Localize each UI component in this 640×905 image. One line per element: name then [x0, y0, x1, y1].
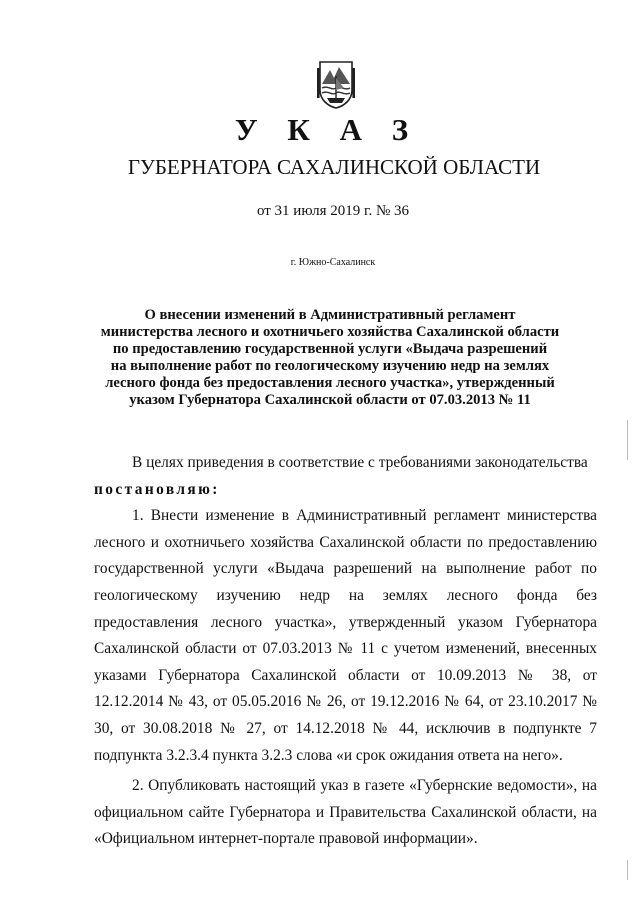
- heading-line: О внесении изменений в Административный регламент: [144, 307, 516, 323]
- heading-line: на выполнение работ по геологическому изучению недр на землях: [110, 358, 550, 374]
- document-title: У К А З: [234, 112, 420, 147]
- document-subtitle: ГУБЕРНАТОРА САХАЛИНСКОЙ ОБЛАСТИ: [127, 155, 541, 179]
- heading-line: лесного фонда без предоставления лесного участка», утвержденный: [105, 375, 555, 391]
- document-heading: [90, 307, 570, 409]
- scan-edge-mark: [627, 860, 628, 880]
- item-1-paragraph: 1. Внести изменение в Административный регламент министерства лесного и охотничьего хозяйства Сахалинской области по предоставлению государственной услуги «Выдача разрешений на выполнение работ по геологическому изучению недр на землях лесного фонда без предоставления лесного участка», утвержденный указом Губернатора Сахалинской области от 07.03.2013 № 11 с учетом изменений, внесенных указами Губернатора Сахалинской области от 10.09.2013 № 38, от 12.12.2014 № 43, от 05.05.2016 № 26, от 19.12.2016 № 64, от 23.10.2017 № 30, от 30.08.2018 № 27, от 14.12.2018 № 44, исключив в подпункте 7 подпункта 3.2.3.4 пункта 3.2.3 слова «и срок ожидания ответа на него».: [94, 507, 597, 764]
- document-body: [94, 450, 597, 853]
- item-2-paragraph: 2. Опубликовать настоящий указ в газете «Губернские ведомости», на официальном сайте Губернатора и Правительства Сахалинской области, на «Официальном интернет-портале правовой информации».: [94, 777, 597, 848]
- sakhalin-coat-of-arms-icon: [316, 58, 356, 110]
- scan-edge-mark: [627, 420, 628, 460]
- document-city: г. Южно-Сахалинск: [290, 257, 376, 268]
- preamble-paragraph: В целях приведения в соответствие с требованиями законодательства: [132, 454, 588, 471]
- heading-line: по предоставлению государственной услуги «Выдача разрешений: [112, 341, 548, 357]
- document-date-number: от 31 июля 2019 г. № 36: [256, 203, 410, 219]
- heading-line: указом Губернатора Сахалинской области от 07.03.2013 № 11: [129, 392, 531, 408]
- decree-keyword: постановляю:: [94, 480, 220, 498]
- heading-line: министерства лесного и охотничьего хозяйства Сахалинской области: [100, 324, 560, 340]
